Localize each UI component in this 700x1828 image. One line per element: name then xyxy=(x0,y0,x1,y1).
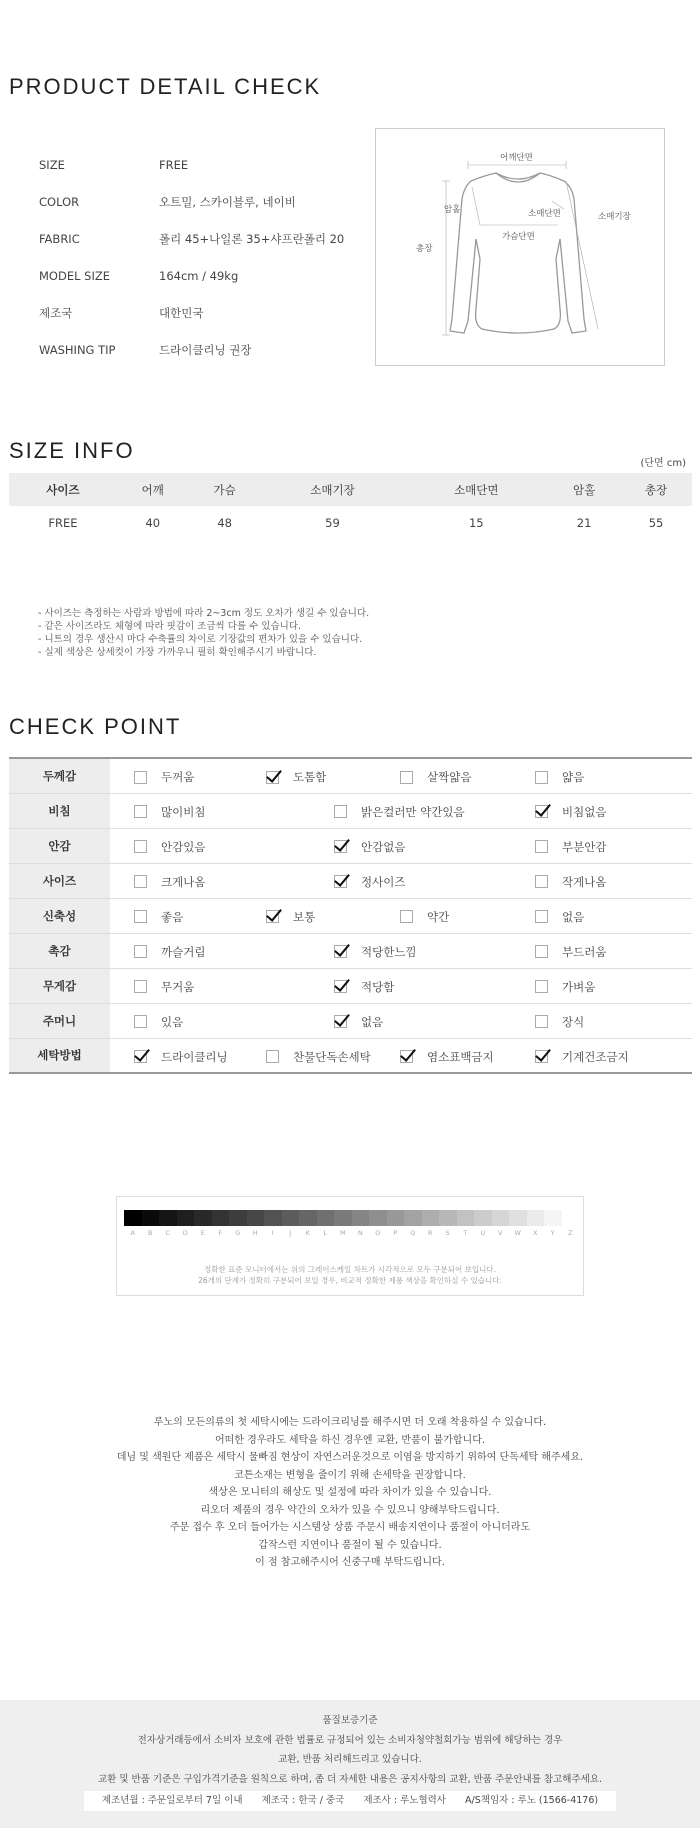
sweater-outline-icon xyxy=(376,129,664,365)
footer-title: 품질보증기준 xyxy=(322,1715,378,1726)
spec-key: MODEL SIZE xyxy=(39,268,110,283)
unchecked-checkbox-icon[interactable] xyxy=(266,1050,279,1063)
check-option[interactable] xyxy=(134,804,205,820)
checked-checkbox-icon[interactable] xyxy=(266,771,279,784)
option-label: 얇음 xyxy=(562,770,585,784)
grayscale-letter: L xyxy=(323,1229,328,1237)
check-option[interactable] xyxy=(134,839,205,855)
option-label: 기계건조금지 xyxy=(562,1049,629,1064)
option-label: 보통 xyxy=(293,909,316,924)
unchecked-checkbox-icon[interactable] xyxy=(400,771,413,784)
check-option[interactable] xyxy=(266,769,326,785)
table-row xyxy=(9,828,692,863)
check-label: 안감 xyxy=(9,828,110,863)
grayscale-letter: K xyxy=(305,1229,310,1237)
option-label: 찬물단독손세탁 xyxy=(293,1049,371,1064)
check-options xyxy=(110,1038,692,1073)
caption-line: 정확한 표준 모니터에서는 위의 그레이스케일 차트가 시각적으로 모두 구분되어 보입니다. xyxy=(204,1265,496,1274)
option-label: 무거움 xyxy=(161,979,195,994)
grayscale-letter: W xyxy=(514,1229,521,1237)
option-label: 살짝얇음 xyxy=(427,770,472,784)
spec-value: 폴리 45+나일론 35+샤프란폴리 20 xyxy=(159,231,345,246)
check-option[interactable] xyxy=(535,1014,584,1030)
grayscale-swatch xyxy=(439,1210,457,1226)
check-option[interactable] xyxy=(334,804,465,820)
option-label: 장식 xyxy=(562,1014,585,1029)
notice-line: 어떠한 경우라도 세탁을 하신 경우엔 교환, 반품이 불가합니다. xyxy=(214,1434,486,1446)
unchecked-checkbox-icon[interactable] xyxy=(134,771,147,784)
check-option[interactable] xyxy=(400,769,471,785)
diagram-label-chest: 가슴단면 xyxy=(502,232,535,242)
unchecked-checkbox-icon[interactable] xyxy=(535,840,548,853)
grayscale-letter: C xyxy=(165,1229,171,1237)
spec-row xyxy=(39,294,359,331)
grayscale-swatch xyxy=(124,1210,142,1226)
grayscale-swatch xyxy=(509,1210,527,1226)
unchecked-checkbox-icon[interactable] xyxy=(535,980,548,993)
unchecked-checkbox-icon[interactable] xyxy=(334,805,347,818)
unchecked-checkbox-icon[interactable] xyxy=(134,945,147,958)
spec-key: 제조국 xyxy=(39,305,73,320)
unchecked-checkbox-icon[interactable] xyxy=(400,910,413,923)
checked-checkbox-icon[interactable] xyxy=(334,980,347,993)
notice-line: 데님 및 색원단 제품은 세탁시 물빠짐 현상이 자연스러운것으로 이염을 방지하기 위하여 단독세탁 해주세요. xyxy=(116,1452,584,1463)
grayscale-swatch xyxy=(264,1210,282,1226)
check-option[interactable] xyxy=(535,909,584,925)
check-option[interactable] xyxy=(535,839,606,855)
notice-line: 이 점 참고해주시어 신중구매 부탁드립니다. xyxy=(255,1557,445,1568)
check-option[interactable] xyxy=(535,1049,629,1065)
size-header-cell: 암홀 xyxy=(548,473,620,506)
checked-checkbox-icon[interactable] xyxy=(134,1050,147,1063)
size-table xyxy=(9,473,692,539)
unchecked-checkbox-icon[interactable] xyxy=(134,980,147,993)
unchecked-checkbox-icon[interactable] xyxy=(134,875,147,888)
check-options xyxy=(110,933,692,968)
diagram-label-sleeve-width: 소매단면 xyxy=(528,209,561,219)
diagram-label-sleeve-length: 소매기장 xyxy=(598,212,631,222)
check-options xyxy=(110,863,692,898)
table-row xyxy=(9,933,692,968)
grayscale-letter: Q xyxy=(410,1229,416,1237)
footer-info: A/S책임자 : 루노 (1566-4176) xyxy=(465,1795,599,1806)
note-line: - 니트의 경우 생산시 마다 수축률의 차이로 기장값의 편차가 있을 수 있습니다. xyxy=(38,634,363,645)
grayscale-swatch xyxy=(474,1210,492,1226)
option-label: 정사이즈 xyxy=(361,874,406,889)
check-options xyxy=(110,968,692,1003)
spec-value: 대한민국 xyxy=(159,305,204,320)
section-title-size-info: SIZE INFO xyxy=(9,438,135,463)
check-point-table xyxy=(9,757,692,1074)
grayscale-swatch xyxy=(387,1210,405,1226)
option-label: 부드러움 xyxy=(562,944,607,959)
size-cell: 21 xyxy=(576,515,592,530)
check-options xyxy=(110,828,692,863)
note-line: - 사이즈는 측정하는 사람과 방법에 따라 2~3cm 정도 오차가 생길 수 있습니다. xyxy=(38,608,370,619)
check-option[interactable] xyxy=(266,909,315,925)
grayscale-letter: A xyxy=(130,1229,135,1237)
table-row xyxy=(9,793,692,828)
quality-footer xyxy=(0,1700,700,1828)
grayscale-letter: R xyxy=(427,1229,433,1237)
grayscale-letter: Y xyxy=(550,1229,555,1237)
check-label: 두께감 xyxy=(9,758,110,793)
grayscale-swatch xyxy=(282,1210,300,1226)
option-label: 적당한느낌 xyxy=(361,944,417,959)
option-label: 좋음 xyxy=(161,909,184,924)
check-option[interactable] xyxy=(134,874,205,890)
note-line: - 실제 색상은 상세컷이 가장 가까우니 필히 확인해주시기 바랍니다. xyxy=(38,647,317,658)
grayscale-letter: V xyxy=(498,1229,503,1237)
spec-row xyxy=(39,220,359,257)
footer-line: 전자상거래등에서 소비자 보호에 관한 법률로 규정되어 있는 소비자청약철회가능 범위에 해당하는 경우 xyxy=(137,1734,563,1746)
size-cell: FREE xyxy=(48,515,78,530)
size-cell: 59 xyxy=(325,515,340,530)
grayscale-swatch xyxy=(527,1210,545,1226)
check-option[interactable] xyxy=(134,769,194,785)
grayscale-letter: D xyxy=(182,1229,188,1237)
table-row xyxy=(9,863,692,898)
grayscale-letter: F xyxy=(218,1229,223,1237)
caption-line: 26개의 단계가 정확히 구분되어 보일 경우, 비교적 정확한 제품 색상을 확인하실 수 있습니다. xyxy=(198,1276,502,1285)
option-label: 없음 xyxy=(361,1014,384,1029)
grayscale-letters xyxy=(124,1229,579,1237)
grayscale-swatch xyxy=(317,1210,335,1226)
size-cell: 48 xyxy=(217,515,232,530)
checked-checkbox-icon[interactable] xyxy=(400,1050,413,1063)
check-option[interactable] xyxy=(535,874,606,890)
grayscale-letter: I xyxy=(271,1229,274,1237)
unchecked-checkbox-icon[interactable] xyxy=(535,1015,548,1028)
table-row xyxy=(9,968,692,1003)
diagram-label-armhole: 암홀 xyxy=(444,205,461,215)
spec-key: FABRIC xyxy=(39,231,80,246)
grayscale-letter: T xyxy=(463,1229,468,1237)
check-label: 촉감 xyxy=(9,933,110,968)
check-option[interactable] xyxy=(334,1014,383,1030)
grayscale-swatch xyxy=(159,1210,177,1226)
size-header-cell: 어깨 xyxy=(117,473,189,506)
spec-key: SIZE xyxy=(39,157,65,172)
spec-value: 오트밀, 스카이블루, 네이비 xyxy=(159,194,296,209)
spec-value: 드라이클리닝 권장 xyxy=(159,342,252,357)
unchecked-checkbox-icon[interactable] xyxy=(134,840,147,853)
grayscale-letter: E xyxy=(200,1229,205,1237)
unchecked-checkbox-icon[interactable] xyxy=(535,945,548,958)
check-option[interactable] xyxy=(334,979,394,995)
spec-value: 164cm / 49kg xyxy=(159,268,239,283)
check-option[interactable] xyxy=(134,979,194,995)
grayscale-swatch xyxy=(299,1210,317,1226)
option-label: 없음 xyxy=(562,909,585,924)
table-row xyxy=(9,1003,692,1038)
unchecked-checkbox-icon[interactable] xyxy=(535,771,548,784)
option-label: 약간 xyxy=(427,909,450,924)
check-label: 신축성 xyxy=(9,898,110,933)
check-label: 주머니 xyxy=(9,1003,110,1038)
unchecked-checkbox-icon[interactable] xyxy=(535,910,548,923)
grayscale-swatch xyxy=(142,1210,160,1226)
diagram-label-total-length: 총장 xyxy=(416,244,433,254)
size-header-cell: 소매기장 xyxy=(261,473,405,506)
check-label: 비침 xyxy=(9,793,110,828)
footer-info: 제조년월 : 주문일로부터 7일 이내 xyxy=(101,1795,243,1806)
grayscale-swatch xyxy=(177,1210,195,1226)
check-option[interactable] xyxy=(334,944,417,960)
section-title-product-detail: PRODUCT DETAIL CHECK xyxy=(9,74,322,99)
spec-row xyxy=(39,183,359,220)
footer-line: 교환 및 반품 기준은 구입가격기준을 원칙으로 하며, 좀 더 자세한 내용은 공지사항의 교환, 반품 주문안내를 참고해주세요. xyxy=(97,1773,603,1785)
option-label: 작게나옴 xyxy=(562,874,607,889)
check-option[interactable] xyxy=(535,944,606,960)
grayscale-swatch xyxy=(562,1210,580,1226)
grayscale-letter: P xyxy=(393,1229,398,1237)
table-row xyxy=(9,506,692,539)
notice-line: 루노의 모든의류의 첫 세탁시에는 드라이크리닝를 해주시면 더 오래 착용하실 수 있습니다. xyxy=(153,1417,547,1428)
size-header-cell: 소매단면 xyxy=(404,473,548,506)
option-label: 크게나옴 xyxy=(161,874,206,889)
grayscale-letter: J xyxy=(289,1229,292,1237)
grayscale-letter: U xyxy=(480,1229,486,1237)
grayscale-letter: M xyxy=(339,1229,346,1237)
care-notice xyxy=(0,1414,700,1572)
check-option[interactable] xyxy=(134,944,205,960)
check-option[interactable] xyxy=(535,979,595,995)
diagram-label-shoulder: 어깨단면 xyxy=(500,153,533,163)
option-label: 까슬거림 xyxy=(161,944,206,959)
notice-line: 주문 접수 후 오더 들어가는 시스템상 상품 주문시 배송지연이나 품절이 아니더라도 xyxy=(169,1522,531,1533)
check-options xyxy=(110,758,692,793)
grayscale-letter: O xyxy=(375,1229,381,1237)
option-label: 비침없음 xyxy=(562,804,607,819)
option-label: 도톰함 xyxy=(293,770,327,784)
grayscale-chart xyxy=(116,1196,584,1296)
checked-checkbox-icon[interactable] xyxy=(266,910,279,923)
check-label: 사이즈 xyxy=(9,863,110,898)
checked-checkbox-icon[interactable] xyxy=(334,875,347,888)
table-row xyxy=(9,898,692,933)
table-row xyxy=(9,758,692,793)
size-table-header xyxy=(9,473,692,506)
notice-line: 색상은 모니터의 해상도 및 설정에 따라 차이가 있을 수 있습니다. xyxy=(208,1487,492,1498)
size-notes xyxy=(38,607,369,659)
grayscale-swatch xyxy=(492,1210,510,1226)
check-option[interactable] xyxy=(266,1049,371,1065)
size-cell: 55 xyxy=(648,515,664,530)
check-option[interactable] xyxy=(400,1049,494,1065)
grayscale-letter: B xyxy=(148,1229,153,1237)
unchecked-checkbox-icon[interactable] xyxy=(134,910,147,923)
option-label: 염소표백금지 xyxy=(427,1049,494,1064)
option-label: 안감없음 xyxy=(361,839,406,854)
spec-row xyxy=(39,146,359,183)
size-header-cell: 총장 xyxy=(620,473,692,506)
checked-checkbox-icon[interactable] xyxy=(535,805,548,818)
grayscale-letter: X xyxy=(533,1229,538,1237)
notice-line: 리오더 제품의 경우 약간의 오차가 있을 수 있으니 양해부탁드립니다. xyxy=(200,1504,500,1516)
checked-checkbox-icon[interactable] xyxy=(535,1050,548,1063)
footer-info: 제조국 : 한국 / 중국 xyxy=(261,1795,345,1806)
spec-key: COLOR xyxy=(39,194,80,209)
option-label: 밝은컬러만 약간있음 xyxy=(361,804,465,819)
check-option[interactable] xyxy=(134,909,183,925)
grayscale-swatch xyxy=(247,1210,265,1226)
option-label: 적당함 xyxy=(361,979,395,994)
check-options xyxy=(110,1003,692,1038)
check-option[interactable] xyxy=(400,909,449,925)
grayscale-swatch xyxy=(544,1210,562,1226)
check-option[interactable] xyxy=(134,1049,228,1065)
table-row xyxy=(9,1038,692,1073)
option-label: 부분안감 xyxy=(562,839,607,854)
check-options xyxy=(110,793,692,828)
check-option[interactable] xyxy=(334,874,405,890)
footer-line: 교환, 반품 처리해드리고 있습니다. xyxy=(278,1754,422,1765)
size-cell: 40 xyxy=(145,515,161,530)
spec-value: FREE xyxy=(159,157,189,172)
grayscale-strip xyxy=(124,1210,579,1226)
option-label: 두꺼움 xyxy=(161,770,195,784)
grayscale-letter: H xyxy=(252,1229,258,1237)
size-header-cell: 사이즈 xyxy=(9,473,117,506)
grayscale-swatch xyxy=(229,1210,247,1226)
check-option[interactable] xyxy=(535,769,584,785)
spec-row xyxy=(39,331,359,368)
option-label: 가벼움 xyxy=(562,979,596,994)
checked-checkbox-icon[interactable] xyxy=(334,1015,347,1028)
grayscale-swatch xyxy=(194,1210,212,1226)
grayscale-swatch xyxy=(422,1210,440,1226)
grayscale-caption xyxy=(117,1264,583,1286)
grayscale-swatch xyxy=(457,1210,475,1226)
size-header-cell: 가슴 xyxy=(189,473,261,506)
notice-line: 코튼소재는 변형을 줄이기 위해 손세탁을 권장합니다. xyxy=(234,1469,466,1481)
option-label: 안감있음 xyxy=(161,839,206,854)
checked-checkbox-icon[interactable] xyxy=(334,945,347,958)
grayscale-swatch xyxy=(212,1210,230,1226)
spec-key: WASHING TIP xyxy=(39,342,116,357)
footer-info: 제조사 : 루노협력사 xyxy=(363,1795,446,1806)
option-label: 드라이클리닝 xyxy=(161,1049,228,1064)
check-option[interactable] xyxy=(535,804,606,820)
grayscale-letter: G xyxy=(235,1229,241,1237)
section-title-check-point: CHECK POINT xyxy=(9,714,182,739)
grayscale-swatch xyxy=(334,1210,352,1226)
grayscale-letter: Z xyxy=(568,1229,573,1237)
spec-list xyxy=(39,146,359,368)
check-options xyxy=(110,898,692,933)
unchecked-checkbox-icon[interactable] xyxy=(535,875,548,888)
option-label: 많이비침 xyxy=(161,804,206,819)
notice-line: 갑작스런 지연이나 품절이 될 수 있습니다. xyxy=(258,1539,442,1551)
option-label: 있음 xyxy=(161,1014,184,1029)
unchecked-checkbox-icon[interactable] xyxy=(134,805,147,818)
grayscale-swatch xyxy=(369,1210,387,1226)
grayscale-swatch xyxy=(404,1210,422,1226)
checked-checkbox-icon[interactable] xyxy=(334,840,347,853)
check-label: 무게감 xyxy=(9,968,110,1003)
grayscale-letter: N xyxy=(357,1229,363,1237)
check-option[interactable] xyxy=(134,1014,183,1030)
measurement-diagram xyxy=(375,128,665,366)
note-line: - 같은 사이즈라도 체형에 따라 핏감이 조금씩 다를 수 있습니다. xyxy=(38,621,302,632)
footer-info-bar xyxy=(84,1791,616,1811)
unchecked-checkbox-icon[interactable] xyxy=(134,1015,147,1028)
grayscale-letter: S xyxy=(445,1229,450,1237)
check-option[interactable] xyxy=(334,839,405,855)
unit-label: (단면 cm) xyxy=(640,458,686,469)
size-cell: 15 xyxy=(468,515,484,530)
spec-row xyxy=(39,257,359,294)
grayscale-swatch xyxy=(352,1210,370,1226)
check-label: 세탁방법 xyxy=(9,1038,110,1073)
